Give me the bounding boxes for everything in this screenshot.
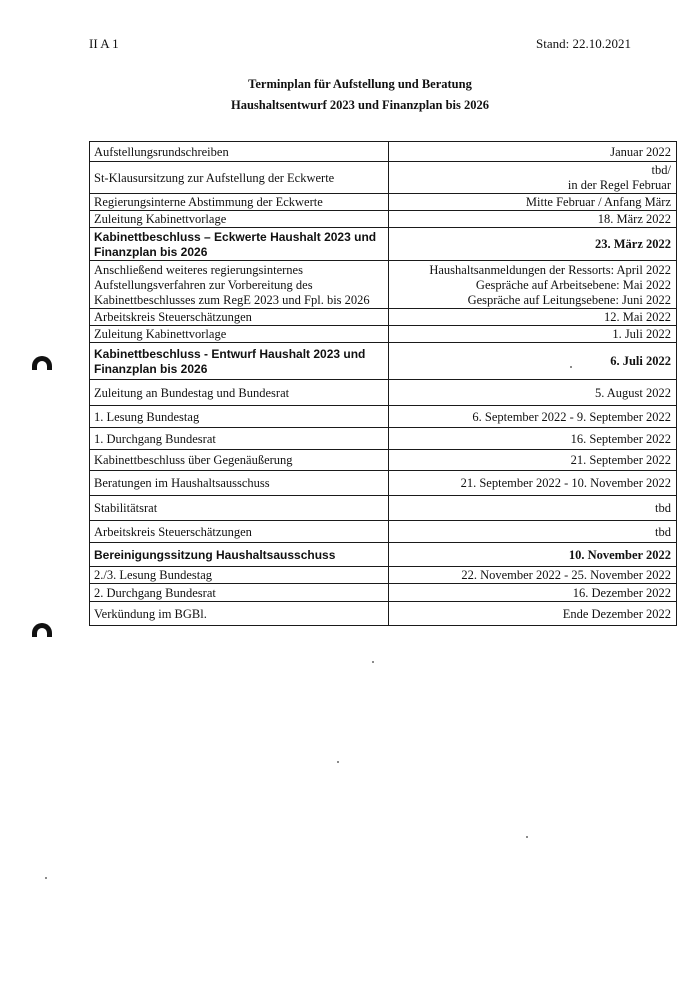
row-date: 6. Juli 2022 (389, 343, 677, 380)
table-row (90, 142, 677, 162)
row-date: Ende Dezember 2022 (389, 602, 677, 626)
row-label: 2. Durchgang Bundesrat (90, 584, 389, 602)
row-label: 2./3. Lesung Bundestag (90, 567, 389, 584)
row-date: Haushaltsanmeldungen der Ressorts: April 2022 Gespräche auf Arbeitsebene: Mai 2022 Gespräche auf Leitungsebene: Juni 2022 (389, 261, 677, 309)
table-row (90, 194, 677, 211)
row-label: Kabinettbeschluss - Entwurf Haushalt 2023 und Finanzplan bis 2026 (90, 343, 389, 380)
row-date: tbd (389, 496, 677, 521)
row-date: tbd/ in der Regel Februar (389, 162, 677, 194)
scan-speck (526, 836, 528, 838)
scan-speck (372, 661, 374, 663)
scan-speck (45, 877, 47, 879)
row-label: St-Klausursitzung zur Aufstellung der Eckwerte (90, 162, 389, 194)
row-date: 10. November 2022 (389, 543, 677, 567)
row-date: 16. September 2022 (389, 428, 677, 450)
row-label: Kabinettbeschluss – Eckwerte Haushalt 2023 und Finanzplan bis 2026 (90, 228, 389, 261)
row-date: 5. August 2022 (389, 380, 677, 406)
row-date: 1. Juli 2022 (389, 326, 677, 343)
table-row (90, 380, 677, 406)
binder-punch-mark (32, 623, 52, 637)
row-label: Regierungsinterne Abstimmung der Eckwerte (90, 194, 389, 211)
table-row (90, 261, 677, 309)
row-label: Zuleitung an Bundestag und Bundesrat (90, 380, 389, 406)
scan-speck (570, 366, 572, 368)
row-label: Aufstellungsrundschreiben (90, 142, 389, 162)
row-label: Zuleitung Kabinettvorlage (90, 211, 389, 228)
table-row (90, 602, 677, 626)
table-row (90, 211, 677, 228)
table-row (90, 326, 677, 343)
row-label: Bereinigungssitzung Haushaltsausschuss (90, 543, 389, 567)
row-label: Arbeitskreis Steuerschätzungen (90, 309, 389, 326)
row-label: Anschließend weiteres regierungsinternes Aufstellungsverfahren zur Vorbereitung des Kabinettbeschlusses zum RegE 2023 und Fpl. bis 2026 (90, 261, 389, 309)
row-label: 1. Durchgang Bundesrat (90, 428, 389, 450)
row-date: 6. September 2022 - 9. September 2022 (389, 406, 677, 428)
row-date: 16. Dezember 2022 (389, 584, 677, 602)
document-title-line-2: Haushaltsentwurf 2023 und Finanzplan bis 2026 (230, 98, 490, 112)
section-code: II A 1 (89, 36, 119, 51)
row-date: 21. September 2022 (389, 450, 677, 471)
row-label: Stabilitätsrat (90, 496, 389, 521)
row-date: 12. Mai 2022 (389, 309, 677, 326)
table-row (90, 521, 677, 543)
table-row (90, 567, 677, 584)
table-row (90, 450, 677, 471)
scan-speck (337, 761, 339, 763)
table-row (90, 162, 677, 194)
table-row (90, 584, 677, 602)
row-label: Kabinettbeschluss über Gegenäußerung (90, 450, 389, 471)
row-date: Januar 2022 (389, 142, 677, 162)
table-row (90, 309, 677, 326)
row-date: 22. November 2022 - 25. November 2022 (389, 567, 677, 584)
binder-punch-mark (32, 356, 52, 370)
row-label: Beratungen im Haushaltsausschuss (90, 471, 389, 496)
table-row (90, 428, 677, 450)
table-row (90, 471, 677, 496)
row-date: 18. März 2022 (389, 211, 677, 228)
row-label: 1. Lesung Bundestag (90, 406, 389, 428)
table-row (90, 543, 677, 567)
row-date: 21. September 2022 - 10. November 2022 (389, 471, 677, 496)
row-label: Verkündung im BGBl. (90, 602, 389, 626)
row-date: tbd (389, 521, 677, 543)
row-label: Arbeitskreis Steuerschätzungen (90, 521, 389, 543)
table-row (90, 406, 677, 428)
schedule-table (89, 141, 677, 626)
row-label: Zuleitung Kabinettvorlage (90, 326, 389, 343)
status-date: Stand: 22.10.2021 (536, 36, 631, 51)
document-title-line-1: Terminplan für Aufstellung und Beratung (248, 77, 472, 91)
table-row (90, 343, 677, 380)
table-row (90, 496, 677, 521)
row-date: Mitte Februar / Anfang März (389, 194, 677, 211)
row-date: 23. März 2022 (389, 228, 677, 261)
table-row (90, 228, 677, 261)
